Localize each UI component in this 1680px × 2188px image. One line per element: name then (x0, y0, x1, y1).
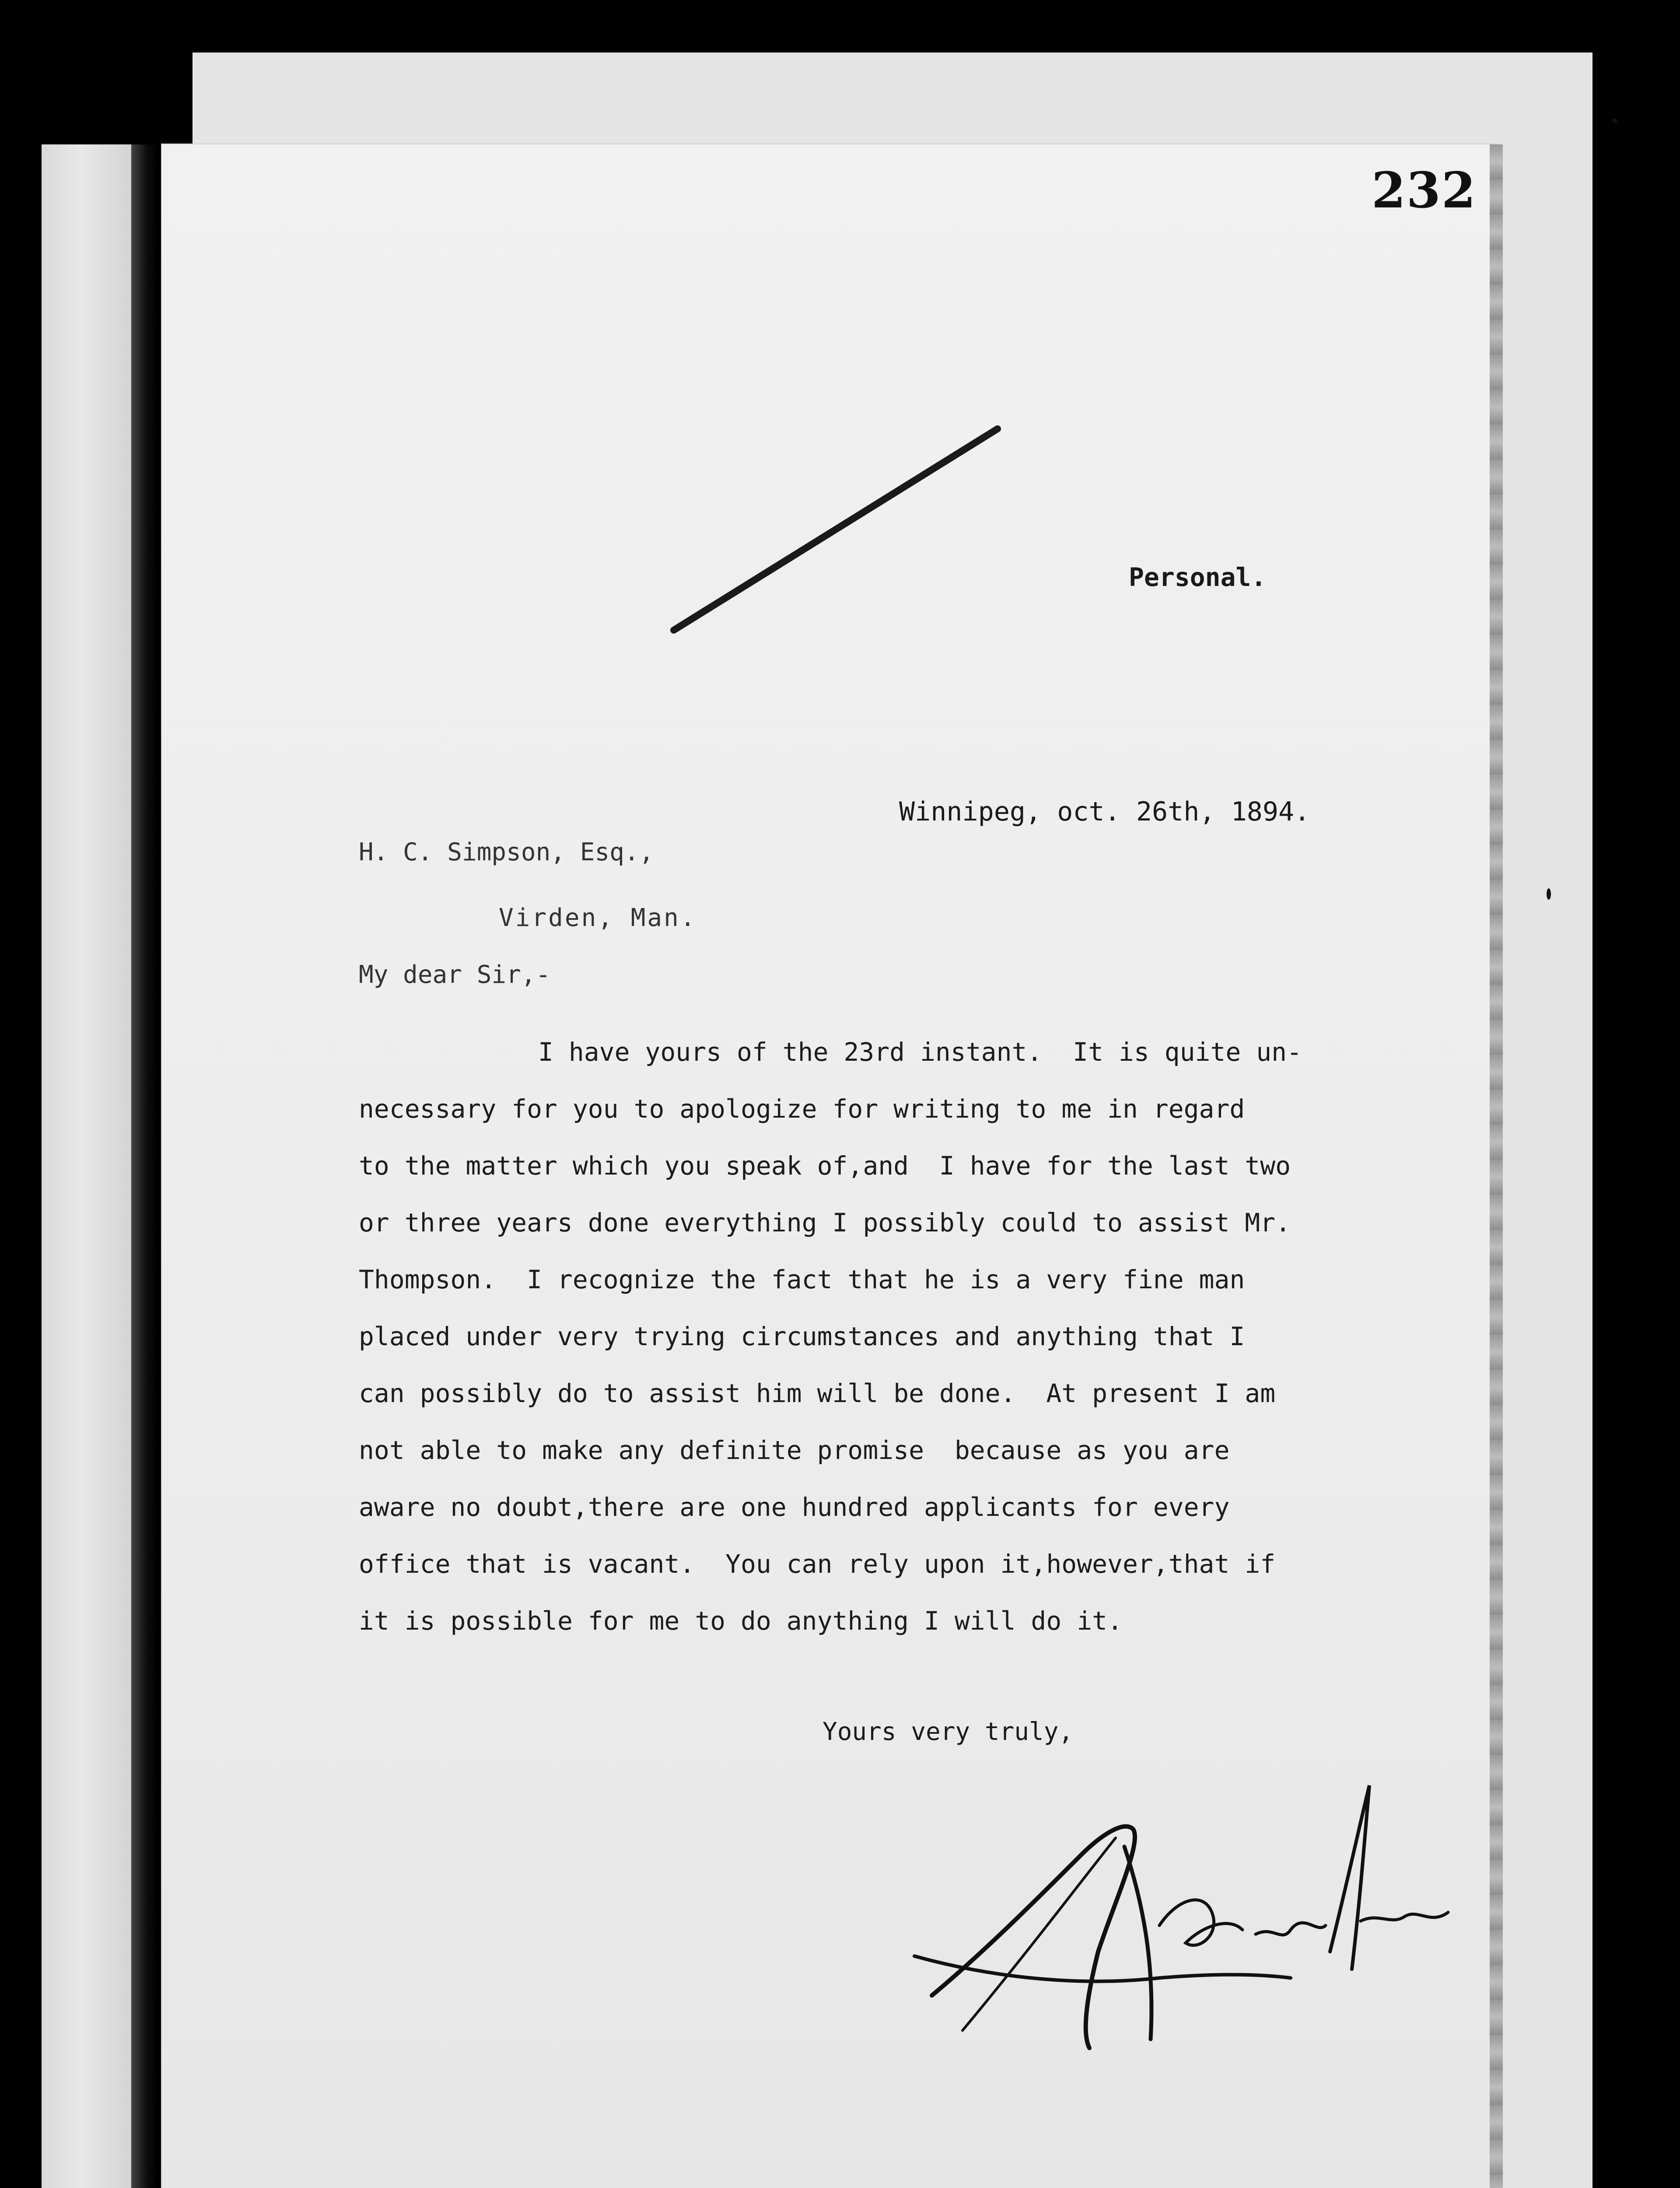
back-page-strip (42, 144, 142, 2188)
body-line: aware no doubt,there are one hundred applicants for every (359, 1492, 1230, 1522)
dateline: Winnipeg, oct. 26th, 1894. (899, 796, 1310, 827)
address: Virden, Man. (499, 904, 697, 932)
dust-speck (1547, 888, 1551, 900)
body-line: it is possible for me to do anything I will do it. (359, 1606, 1123, 1636)
body-line: or three years done everything I possibly could to assist Mr. (359, 1208, 1291, 1238)
page-number: 232 (1372, 162, 1477, 219)
letter-torn-edge (1490, 144, 1503, 2188)
body-line: I have yours of the 23rd instant. It is quite un- (538, 1037, 1302, 1067)
body-line: placed under very trying circumstances and anything that I (359, 1322, 1245, 1351)
back-page-edge (131, 144, 158, 2188)
pencil-slash-mark (665, 416, 1006, 643)
salutation: My dear Sir,- (359, 961, 551, 989)
addressee: H. C. Simpson, Esq., (359, 838, 654, 866)
closing: Yours very truly, (822, 1718, 1074, 1746)
body-line: to the matter which you speak of,and I have for the last two (359, 1151, 1291, 1181)
personal-mark: Personal. (1129, 562, 1267, 592)
dust-speck (1612, 118, 1617, 123)
body-line: Thompson. I recognize the fact that he is a very fine man (359, 1265, 1245, 1294)
body-line: office that is vacant. You can rely upon it,however,that if (359, 1549, 1276, 1579)
handwritten-signature (897, 1768, 1466, 2074)
body-line: necessary for you to apologize for writing to me in regard (359, 1094, 1245, 1124)
body-line: not able to make any definite promise because as you are (359, 1435, 1230, 1465)
body-line: can possibly do to assist him will be done. At present I am (359, 1378, 1276, 1408)
